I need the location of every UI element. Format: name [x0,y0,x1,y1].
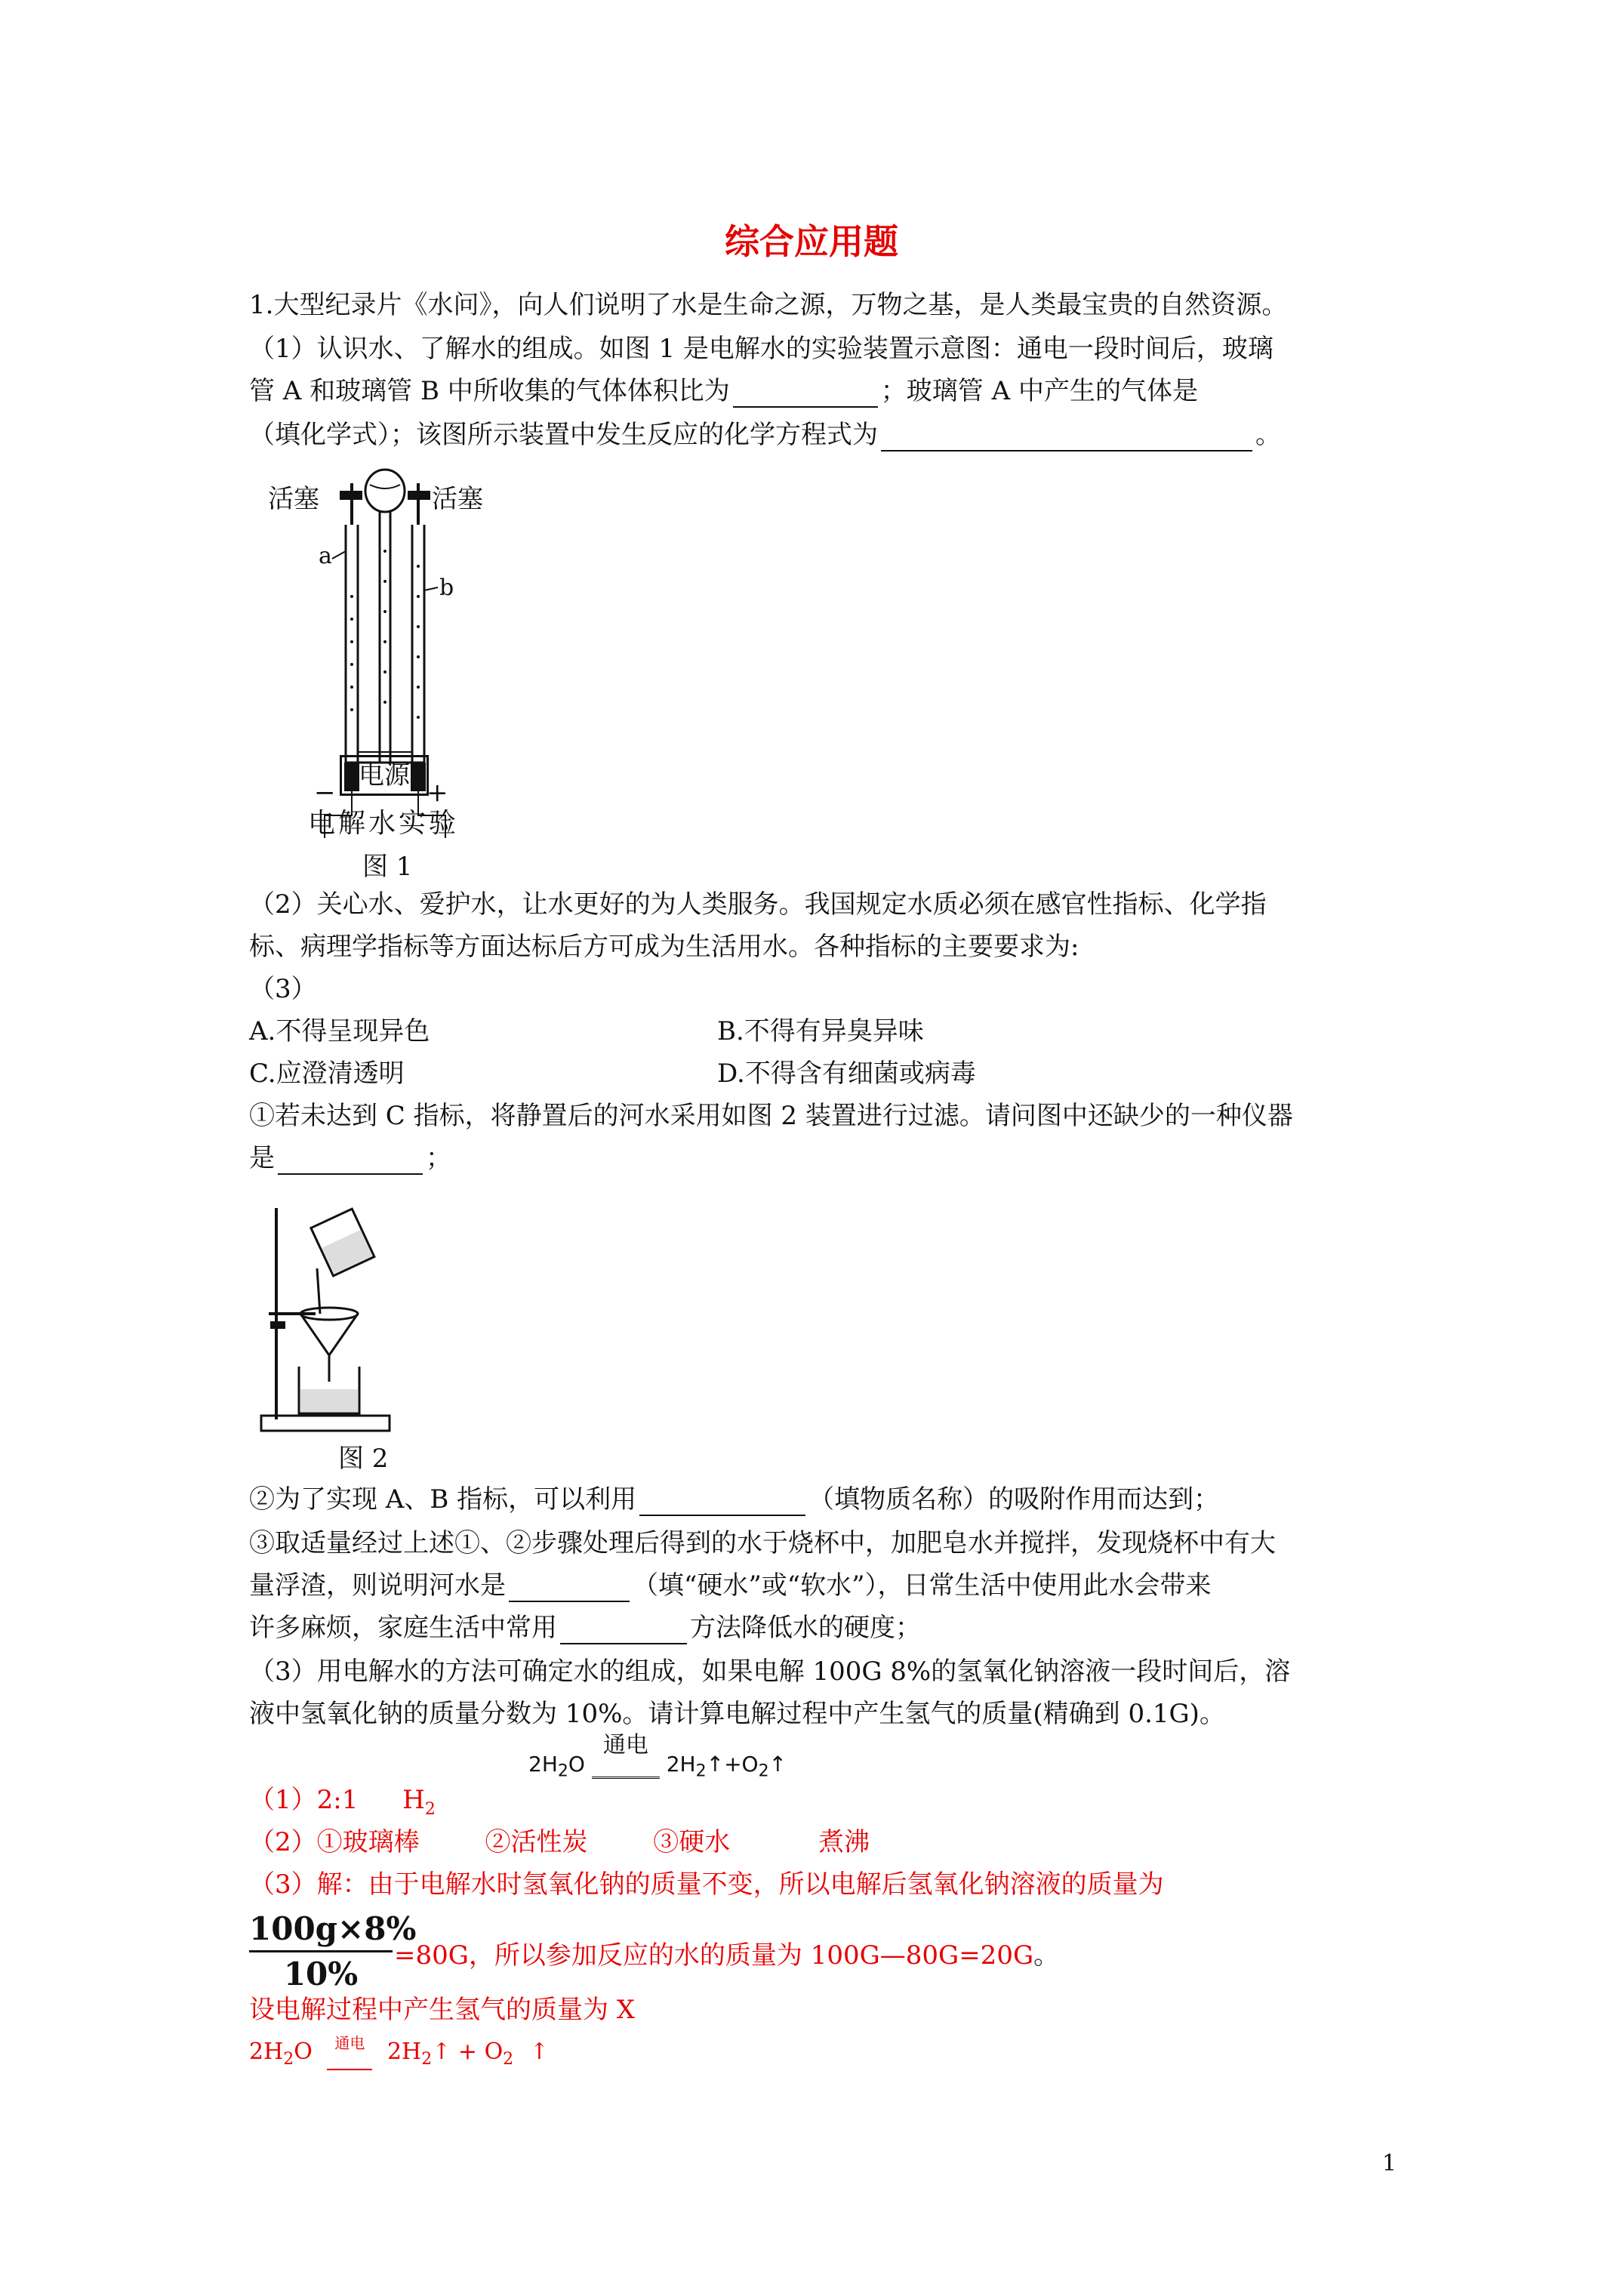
answer-3-line2-text: =80G，所以参加反应的水的质量为 100G—80G=20G [394,1940,1034,1971]
answer-2-glass-rod: ①玻璃棒 [316,1827,420,1857]
q1-s2 [249,1483,1219,1516]
q1-s3-line2-text-b: （填“硬水”或“软水”），日常生活中使用此水会带来 [633,1570,1212,1601]
option-a: A.不得呈现异色 [249,1016,430,1046]
eq-top-arrow2: ↑ [768,1752,787,1777]
q1-p1-line2 [249,374,1198,408]
answer-2-activated-carbon: ②活性炭 [485,1827,588,1857]
eq-bottom-product2-sub: 2 [503,2050,514,2069]
option-b: B.不得有异臭异味 [717,1016,924,1046]
q1-p3-marker: （3） [249,974,317,1004]
tube-label-a: a [319,543,332,569]
q1-p2-line2: 标、病理学指标等方面达标后方可成为生活用水。各种指标的主要要求为: [249,932,1079,962]
q1-p1-line1: （1）认识水、了解水的组成。如图 1 是电解水的实验装置示意图：通电一段时间后，玻璃 [249,334,1273,364]
answer-blank-ratio[interactable] [733,381,878,408]
eq-top-arrow1: ↑ [706,1752,725,1777]
eq-bottom-product1: 2H [387,2039,422,2065]
q1-p4-line2: 液中氢氧化钠的质量分数为 10%。请计算电解过程中产生氢气的质量(精确到 0.1G)。 [249,1699,1225,1729]
q1-s3-line3-text: 许多麻烦，家庭生活中常用 [249,1613,557,1643]
eq-top-condition [592,1732,660,1779]
tube-label-b: b [439,575,454,601]
option-d: D.不得含有细菌或病毒 [717,1059,976,1089]
q1-p4-line1: （3）用电解水的方法可确定水的组成，如果电解 100G 8%的氢氧化钠溶液一段时间后，溶 [249,1657,1291,1687]
q1-s3-line2-text: 量浮渣，则说明河水是 [249,1570,506,1601]
eq-top-reactant-sub: 2 [557,1761,568,1781]
answer-3-line3: 设电解过程中产生氢气的质量为 X [249,1995,636,2025]
eq-bottom-product1-sub: 2 [421,2050,433,2069]
figure1-caption: 图 1 [362,852,413,882]
eq-bottom-reactant-sub: 2 [283,2050,294,2069]
q1-intro: 1.大型纪录片《水问》，向人们说明了水是生命之源，万物之基，是人类最宝贵的自然资源。 [249,290,1288,320]
eq-top-product2-sub: 2 [758,1761,769,1781]
q1-s3-line1: ③取适量经过上述①、②步骤处理后得到的水于烧杯中，加肥皂水并搅拌，发现烧杯中有大 [249,1528,1276,1558]
eq-top-plus: +O [724,1752,759,1777]
q1-s1-line2 [249,1142,451,1175]
answer-3-line2 [394,1939,1059,1972]
answer-3-line2-end: 。 [1033,1940,1060,1971]
q1-s1-line1: ①若未达到 C 指标，将静置后的河水采用如图 2 装置进行过滤。请问图中还缺少的一种仪器 [249,1101,1293,1131]
eq-bottom-reactant: 2H [249,2039,284,2065]
q1-p1-line2-text-b: ；玻璃管 A 中产生的气体是 [880,376,1198,406]
answer-blank-adsorbent[interactable] [639,1489,805,1516]
eq-top-reactant-tail: O [568,1752,585,1777]
answer-blank-method[interactable] [560,1617,687,1644]
stopcock-label-left: 活塞 [268,484,319,514]
eq-bottom-condition-text: 通电 [334,2034,365,2052]
answer-1-gas [402,1785,436,1819]
eq-top-reactant: 2H [528,1752,558,1777]
answer-2-boiling: 煮沸 [818,1827,870,1857]
answer-2-marker: （2） [249,1827,317,1857]
eq-top-condition-text: 通电 [602,1732,648,1758]
q1-p1-line3-end: 。 [1255,420,1281,450]
q1-p1-line3-text: （填化学式）；该图所示装置中发生反应的化学方程式为 [249,420,878,450]
option-c: C.应澄清透明 [249,1059,405,1089]
answer-1-gas-symbol: H [402,1785,425,1815]
answer-blank-instrument[interactable] [278,1148,423,1175]
power-source-box [340,755,429,796]
equation-electrolysis-top [528,1732,787,1781]
figure1-subtitle: 电解水实验 [308,808,460,839]
answer-blank-equation[interactable] [881,424,1252,451]
answer-3-line1: （3）解：由于电解水时氢氧化钠的质量不变，所以电解后氢氧化钠溶液的质量为 [249,1869,1164,1900]
stopcock-label-right: 活塞 [432,484,483,514]
q1-s1-line2-end: ； [426,1143,451,1173]
answer-1-gas-sub: 2 [424,1799,436,1819]
q1-p2-line1: （2）关心水、爱护水，让水更好的为人类服务。我国规定水质必须在感官性指标、化学指 [249,889,1267,920]
filtration-apparatus-figure [254,1200,397,1435]
eq-bottom-plus: + O [457,2039,504,2065]
answer-3-fraction [249,1910,417,1992]
q1-p1-line2-text: 管 A 和玻璃管 B 中所收集的气体体积比为 [249,376,730,406]
figure2-caption: 图 2 [338,1444,389,1474]
answer-1-ratio: （1）2:1 [249,1785,359,1815]
answer-2 [249,1826,870,1859]
power-source-label: 电源 [359,760,410,791]
q1-s3-line3 [249,1611,921,1644]
q1-s1-line2-text: 是 [249,1143,275,1173]
q1-s3-line3-text-b: 方法降低水的硬度； [690,1613,921,1643]
page-title: 综合应用题 [725,221,898,262]
q1-s2-text-b: （填物质名称）的吸附作用而达到； [808,1484,1220,1515]
eq-top-product1: 2H [666,1752,696,1777]
page-number: 1 [1381,2150,1397,2177]
plus-terminal: + [427,778,448,808]
eq-bottom-reactant-tail: O [294,2039,313,2065]
eq-top-product1-sub: 2 [695,1761,707,1781]
answer-2-hard-water: ③硬水 [653,1827,731,1857]
eq-bottom-arrow1: ↑ [432,2039,451,2065]
equation-electrolysis-bottom [249,2036,549,2076]
minus-terminal: − [314,778,336,808]
eq-bottom-arrow2: ↑ [529,2039,549,2065]
q1-s2-text: ②为了实现 A、B 指标，可以利用 [249,1484,637,1515]
answer-blank-water-type[interactable] [509,1575,630,1602]
answer-1 [249,1783,436,1826]
q1-s3-line2 [249,1569,1212,1602]
eq-bottom-condition [327,2036,372,2070]
fraction-numerator: 100g×8% [249,1910,393,1952]
q1-p1-line3 [249,418,1281,451]
fraction-denominator: 10% [283,1955,359,1992]
